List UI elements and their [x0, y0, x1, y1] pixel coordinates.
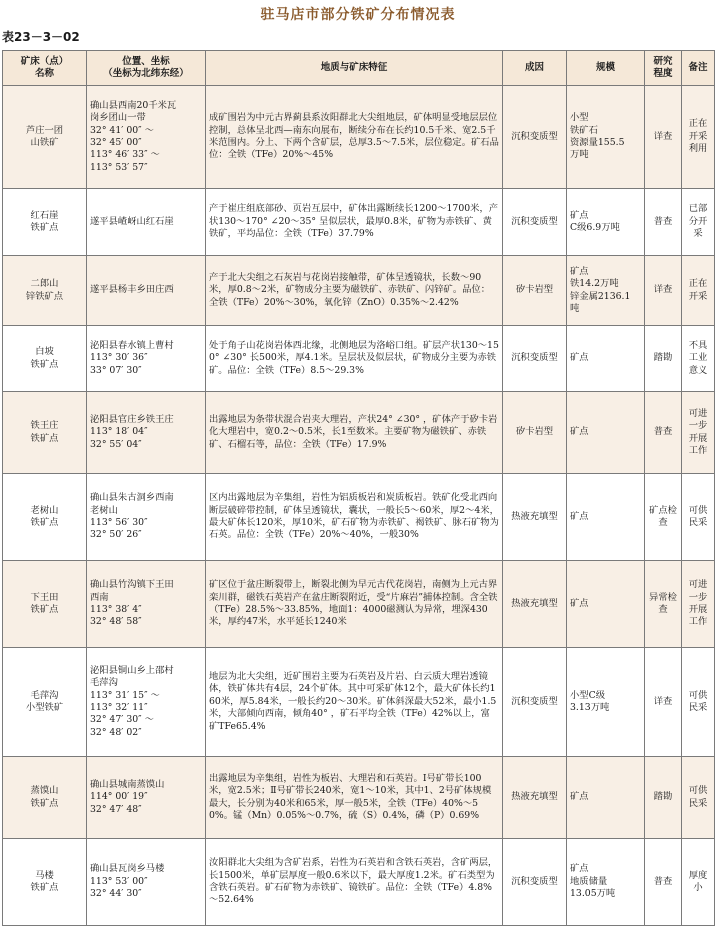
deposit-name-cell-line: 二郎山 — [30, 278, 59, 290]
research-degree-cell: 普查 — [645, 189, 682, 256]
deposit-name-cell-line: 铁矿点 — [30, 882, 59, 893]
note-cell-line: 一步 — [688, 591, 708, 603]
genesis-cell: 沉积变质型 — [503, 326, 567, 392]
table-row — [3, 392, 715, 474]
note-cell-line: 小 — [693, 882, 703, 893]
scale-cell-line: C级6.9万吨 — [570, 222, 620, 233]
scale-cell-line: 3.13万吨 — [570, 702, 610, 713]
genesis-cell: 矽卡岩型 — [503, 392, 567, 474]
location-cell-line: 33° 07′ 30″ — [90, 364, 142, 376]
location-cell — [87, 189, 206, 256]
note-cell-line: 可进 — [688, 579, 708, 591]
location-cell-line: 32° 48′ 02″ — [90, 726, 142, 738]
note-cell-line: 利用 — [688, 143, 708, 155]
deposit-name-cell-line: 铁矿点 — [30, 517, 59, 528]
location-cell — [87, 392, 206, 474]
deposit-name-cell — [3, 648, 87, 757]
note-cell — [682, 561, 715, 648]
location-cell-line: 32° 48′ 58″ — [90, 616, 142, 628]
note-cell-line: 意义 — [688, 364, 708, 376]
scale-cell-line: 矿点 — [570, 791, 589, 803]
deposit-name-cell — [3, 392, 87, 474]
research-degree-cell: 矿点检查 — [645, 474, 682, 561]
deposit-name-cell-line: 老树山 — [30, 504, 59, 516]
note-cell — [682, 326, 715, 392]
scale-cell-line: 矿点 — [570, 426, 589, 438]
location-cell — [87, 839, 206, 926]
deposit-name-cell — [3, 326, 87, 392]
location-cell-line: 岗乡团山一带 — [90, 112, 146, 124]
deposit-name-cell-line: 红石崖 — [30, 209, 59, 221]
deposit-name-cell-line: 铁矿点 — [30, 222, 59, 233]
research-degree-cell: 踏勘 — [645, 326, 682, 392]
genesis-cell: 热液充填型 — [503, 561, 567, 648]
deposit-name-cell-line: 铁矿点 — [30, 604, 59, 615]
deposit-name-cell — [3, 86, 87, 189]
table-row — [3, 256, 715, 326]
scale-cell-line: 矿点 — [570, 265, 589, 277]
table-body — [3, 86, 715, 926]
research-degree-cell: 详查 — [645, 86, 682, 189]
genesis-cell: 热液充填型 — [503, 757, 567, 839]
research-degree-cell: 踏勘 — [645, 757, 682, 839]
scale-cell-line: 小型C级 — [570, 689, 606, 701]
note-cell-line: 分开 — [688, 215, 708, 227]
genesis-cell: 沉积变质型 — [503, 648, 567, 757]
note-cell-line: 民采 — [688, 702, 708, 713]
location-cell-line: 32° 47′ 48″ — [90, 803, 142, 815]
table-row — [3, 474, 715, 561]
deposit-name-cell — [3, 839, 87, 926]
deposit-name-cell-line: 锌铁矿点 — [25, 290, 64, 302]
location-cell-line: 113° 56′ 30″ — [90, 517, 148, 528]
research-degree-cell: 详查 — [645, 256, 682, 326]
scale-cell — [567, 474, 645, 561]
genesis-cell: 热液充填型 — [503, 474, 567, 561]
note-cell-line: 正在 — [688, 278, 708, 290]
scale-cell-line: 万吨 — [570, 149, 589, 161]
deposit-name-cell-line: 铁矿点 — [30, 358, 59, 370]
geology-cell: 出露地层为条带状混合岩夹大理岩，产状24° ∠30° ，矿体产于矽卡岩化大理岩中，宽0.2～0.5米，长1至数米。主要矿物为磁铁矿、赤铁矿、石榴石等，品位：全铁（TFe）17.9% — [206, 392, 503, 474]
geology-cell: 汝阳群北大尖组为含矿岩系，岩性为石英岩和含铁石英岩，含矿两层，长1500米，单矿层厚度一般0.6米以下，最大厚度1.2米。矿石类型为含铁石英岩。矿石矿物为赤铁矿、镜铁矿。品位：全铁（TFe）4.8%～52.64% — [206, 839, 503, 926]
note-cell-line: 民采 — [688, 517, 708, 528]
location-cell — [87, 256, 206, 326]
location-cell-line: 西南 — [90, 591, 109, 603]
note-cell — [682, 757, 715, 839]
header-note: 备注 — [682, 51, 715, 86]
scale-cell — [567, 326, 645, 392]
note-cell — [682, 86, 715, 189]
scale-cell-line: 地质储量 — [570, 875, 608, 887]
note-cell — [682, 392, 715, 474]
location-cell-line: 泌阳县铜山乡上邵村 — [90, 664, 174, 676]
note-cell-line: 民采 — [688, 797, 708, 809]
scale-cell-line: 资源量155.5 — [570, 137, 625, 148]
location-cell-line: 113° 32′ 11″ — [90, 702, 148, 713]
table-header-row — [3, 51, 715, 86]
scale-cell-line: 矿点 — [570, 209, 589, 221]
deposit-name-cell — [3, 474, 87, 561]
location-cell — [87, 757, 206, 839]
location-cell-line: 32° 47′ 30″ ～ — [90, 714, 154, 726]
location-cell — [87, 648, 206, 757]
deposit-name-cell-line: 铁矿点 — [30, 797, 59, 809]
deposit-name-cell-line: 铁矿点 — [30, 432, 59, 444]
geology-cell: 成矿围岩为中元古界蓟县系汝阳群北大尖组地层，矿体明显受地层层位控制，总体呈北西—南东向展布，断续分布在长约10.5千米、宽2.5千米范围内。分上、下两个含矿层，总厚3.5～7.5米，层位稳定。矿石品位：全铁（TFe）20%～45% — [206, 86, 503, 189]
header-degree: 研究 程度 — [645, 51, 682, 86]
note-cell-line: 可供 — [688, 504, 708, 516]
scale-cell — [567, 392, 645, 474]
deposit-name-cell-line: 山铁矿 — [30, 137, 59, 148]
scale-cell — [567, 189, 645, 256]
geology-cell: 处于角子山花岗岩体西北缘，北侧地层为洛峪口组。矿层产状130～150° ∠30° 长500米，厚4.1米。呈层状及似层状，矿物成分主要为赤铁矿。品位：全铁（TFe）8.5～29.3% — [206, 326, 503, 392]
header-geology: 地质与矿床特征 — [206, 51, 503, 86]
table-row — [3, 86, 715, 189]
document-title: 驻马店市部分铁矿分布情况表 — [260, 7, 456, 23]
note-cell-line: 不具 — [688, 339, 708, 351]
geology-cell: 区内出露地层为辛集组，岩性为铝质板岩和炭质板岩。铁矿化受北西向断层破碎带控制，矿体呈透镜状，囊状，一般长5～60米，厚2～4米，最大矿体长120米，厚10米，矿石矿物为赤铁矿、褐铁矿、脉石矿物为石英。品位：全铁（TFe）20%～40%，一般30% — [206, 474, 503, 561]
scale-cell-line: 铁矿石 — [570, 124, 598, 136]
iron-ore-table — [2, 50, 715, 926]
table-row — [3, 561, 715, 648]
table-row — [3, 648, 715, 757]
geology-cell: 矿区位于盆庄断裂带上，断裂北侧为早元古代花岗岩，南侧为上元古界栾川群，磁铁石英岩产在盆庄断裂附近，受“片麻岩”捕体控制。含全铁（TFe）28.5%～33.85%，地面1：4000磁测认为异常，埋深430米，厚约47米，水平延长1240米 — [206, 561, 503, 648]
scale-cell-line: 锌金属2136.1 — [570, 290, 631, 302]
location-cell-line: 32° 41′ 00″ ～ — [90, 124, 154, 136]
deposit-name-cell-line: 下王田 — [30, 591, 59, 603]
scale-cell-line: 小型 — [570, 112, 589, 124]
genesis-cell: 沉积变质型 — [503, 189, 567, 256]
scale-cell-line: 吨 — [570, 302, 580, 314]
deposit-name-cell — [3, 256, 87, 326]
genesis-cell: 沉积变质型 — [503, 86, 567, 189]
scale-cell-line: 矿点 — [570, 352, 589, 364]
geology-cell: 地层为北大尖组，近矿围岩主要为石英岩及片岩、白云质大理岩透镜体，铁矿体共有4层，24个矿体。其中可采矿体12个，最大矿体长约160米，厚5.84米，一般长约20～30米。矿体斜深最大52米，最小1.5米，大部倾向西南，倾角40° ，矿石平均全铁（TFe）42%以上，富矿TFe65.4% — [206, 648, 503, 757]
location-cell — [87, 561, 206, 648]
geology-cell: 产于北大尖组之石灰岩与花岗岩接触带，矿体呈透镜状，长数～90米，厚0.8～2米，矿物成分主要为磁铁矿、赤铁矿、闪锌矿。品位：全铁（TFe）20%～30%，氧化锌（ZnO）0.35%～2.42% — [206, 256, 503, 326]
location-cell-line: 113° 53′ 00″ — [90, 875, 148, 887]
location-cell-line: 确山县瓦岗乡马楼 — [90, 863, 165, 875]
table-row — [3, 839, 715, 926]
scale-cell — [567, 648, 645, 757]
note-cell — [682, 474, 715, 561]
location-cell-line: 113° 38′ 4″ — [90, 604, 142, 615]
scale-cell-line: 13.05万吨 — [570, 888, 616, 900]
research-degree-cell: 异常检查 — [645, 561, 682, 648]
note-cell-line: 工作 — [688, 616, 708, 628]
note-cell-line: 正在 — [688, 118, 708, 130]
location-cell-line: 泌阳县官庄乡铁王庄 — [90, 413, 174, 425]
deposit-name-cell — [3, 189, 87, 256]
location-cell-line: 毛萍沟 — [90, 677, 118, 689]
location-cell-line: 32° 44′ 30″ — [90, 888, 142, 900]
note-cell-line: 可进 — [688, 407, 708, 419]
location-cell-line: 113° 30′ 36″ — [90, 352, 148, 364]
note-cell — [682, 189, 715, 256]
location-cell — [87, 474, 206, 561]
location-cell-line: 遂平县杨丰乡田庄西 — [90, 284, 174, 296]
table-row — [3, 757, 715, 839]
location-cell-line: 113° 46′ 33″ ～ — [90, 149, 160, 161]
location-cell-line: 113° 31′ 15″ ～ — [90, 689, 160, 701]
location-cell — [87, 326, 206, 392]
location-cell-line: 32° 45′ 00″ — [90, 137, 142, 148]
note-cell-line: 工作 — [688, 444, 708, 456]
deposit-name-cell-line: 毛萍沟 — [30, 689, 59, 701]
note-cell — [682, 648, 715, 757]
scale-cell-line: 矿点 — [570, 863, 589, 875]
note-cell-line: 开展 — [688, 604, 708, 615]
deposit-name-cell-line: 马楼 — [35, 869, 54, 881]
location-cell-line: 泌阳县春水镇上曹村 — [90, 339, 174, 351]
header-name: 矿床（点） 名称 — [3, 51, 87, 86]
research-degree-cell: 普查 — [645, 392, 682, 474]
research-degree-cell: 普查 — [645, 839, 682, 926]
deposit-name-cell-line: 铁王庄 — [30, 420, 59, 432]
location-cell — [87, 86, 206, 189]
location-cell-line: 113° 53′ 57″ — [90, 161, 148, 173]
note-cell-line: 工业 — [688, 352, 708, 364]
scale-cell — [567, 86, 645, 189]
scale-cell — [567, 256, 645, 326]
location-cell-line: 确山县朱古洞乡西南 — [90, 492, 174, 504]
table-row — [3, 326, 715, 392]
location-cell-line: 114° 00′ 19″ — [90, 791, 148, 803]
note-cell — [682, 256, 715, 326]
location-cell-line: 32° 55′ 04″ — [90, 438, 142, 450]
scale-cell-line: 铁14.2万吨 — [570, 278, 619, 290]
scale-cell — [567, 561, 645, 648]
scale-cell-line: 矿点 — [570, 597, 589, 609]
location-cell-line: 确山县竹沟镇下王田 — [90, 579, 174, 591]
note-cell-line: 已部 — [688, 203, 708, 215]
genesis-cell: 矽卡岩型 — [503, 256, 567, 326]
note-cell — [682, 839, 715, 926]
scale-cell — [567, 757, 645, 839]
geology-cell: 产于崔庄组底部砂、页岩互层中，矿体出露断续长1200～1700米，产状130～170° ∠20～35° 呈似层状，最厚0.8米，矿物为赤铁矿、黄铁矿，平均品位：全铁（TFe）37.79% — [206, 189, 503, 256]
location-cell-line: 遂平县嵖岈山红石崖 — [90, 215, 174, 227]
deposit-name-cell-line: 小型铁矿 — [25, 702, 64, 713]
note-cell-line: 采 — [693, 228, 703, 240]
deposit-name-cell — [3, 561, 87, 648]
scale-cell-line: 矿点 — [570, 510, 589, 522]
note-cell-line: 一步 — [688, 420, 708, 432]
header-scale: 规模 — [567, 51, 645, 86]
table-row — [3, 189, 715, 256]
note-cell-line: 开展 — [688, 432, 708, 444]
deposit-name-cell-line: 蒸馍山 — [30, 785, 59, 797]
research-degree-cell: 详查 — [645, 648, 682, 757]
deposit-name-cell-line: 芦庄一团 — [25, 124, 64, 136]
deposit-name-cell — [3, 757, 87, 839]
location-cell-line: 确山县城南蒸馍山 — [90, 778, 165, 790]
note-cell-line: 可供 — [688, 689, 708, 701]
location-cell-line: 113° 18′ 04″ — [90, 426, 148, 438]
location-cell-line: 32° 50′ 26″ — [90, 529, 142, 541]
scale-cell — [567, 839, 645, 926]
header-genesis: 成因 — [503, 51, 567, 86]
table-number: 表23－3－02 — [2, 30, 80, 44]
location-cell-line: 老树山 — [90, 504, 118, 516]
genesis-cell: 沉积变质型 — [503, 839, 567, 926]
note-cell-line: 厚度 — [688, 869, 708, 881]
location-cell-line: 确山县西南20千米瓦 — [90, 99, 177, 111]
note-cell-line: 开采 — [688, 130, 708, 142]
note-cell-line: 开采 — [688, 290, 708, 302]
deposit-name-cell-line: 白坡 — [35, 346, 54, 358]
geology-cell: 出露地层为辛集组，岩性为板岩、大理岩和石英岩。Ⅰ号矿带长100米，宽2.5米；Ⅱ号矿带长240米，宽1～10米，其中1、2号矿体规模最大，长分别为40米和65米，厚一般5米，全铁（TFe）40%～50%。锰（Mn）0.05%～0.7%，硫（S）0.4%，磷（P）0.69% — [206, 757, 503, 839]
header-location: 位置、坐标 （坐标为北纬东经） — [87, 51, 206, 86]
note-cell-line: 可供 — [688, 785, 708, 797]
